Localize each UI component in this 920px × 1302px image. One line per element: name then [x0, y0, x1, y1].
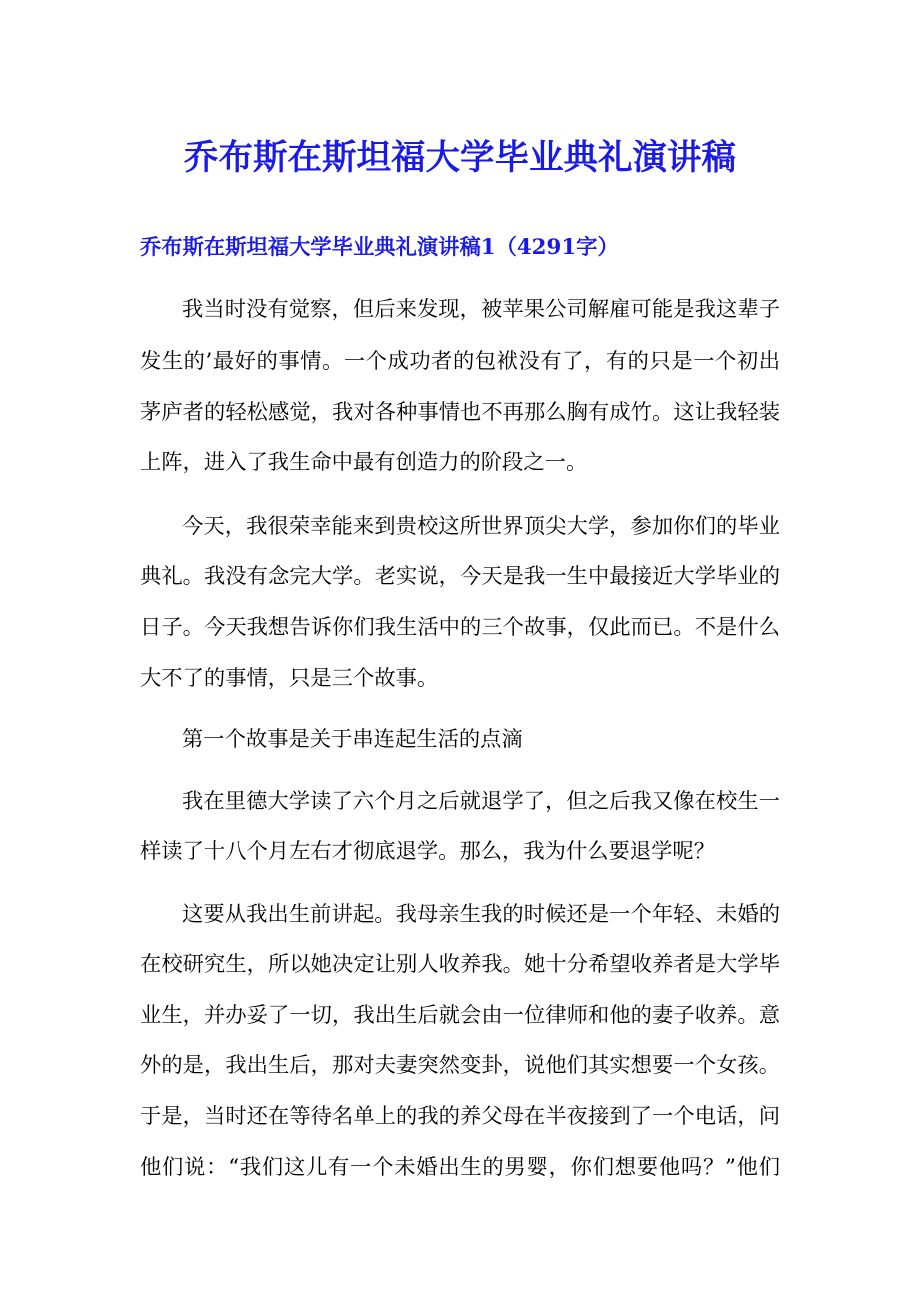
paragraph-line: 外的是，我出生后，那对夫妻突然变卦，说他们其实想要一个女孩。 — [140, 1053, 780, 1078]
paragraph-line: 发生的’最好的事情。一个成功者的包袱没有了，有的只是一个初出 — [140, 349, 780, 374]
section-subtitle: 乔布斯在斯坦福大学毕业典礼演讲稿1（4291字） — [140, 235, 619, 260]
paragraph-line: 茅庐者的轻松感觉，我对各种事情也不再那么胸有成竹。这让我轻装 — [140, 400, 780, 425]
paragraph-line: 在校研究生，所以她决定让别人收养我。她十分希望收养者是大学毕 — [140, 952, 780, 977]
paragraph-line: 这要从我出生前讲起。我母亲生我的时候还是一个年轻、未婚的 — [182, 902, 780, 927]
paragraph-line: 我在里德大学读了六个月之后就退学了，但之后我又像在校生一 — [182, 789, 780, 814]
paragraph-line: 大不了的事情，只是三个故事。 — [140, 666, 439, 691]
paragraph-line: 于是，当时还在等待名单上的我的养父母在半夜接到了一个电话，问 — [140, 1104, 780, 1129]
paragraph-line: 典礼。我没有念完大学。老实说，今天是我一生中最接近大学毕业的 — [140, 564, 780, 589]
paragraph-line: 第一个故事是关于串连起生活的点滴 — [182, 727, 523, 752]
paragraph-line: 上阵，进入了我生命中最有创造力的阶段之一。 — [140, 450, 588, 475]
paragraph-line: 我当时没有觉察，但后来发现，被苹果公司解雇可能是我这辈子 — [182, 297, 780, 322]
paragraph-line: 他们说：“我们这儿有一个未婚出生的男婴，你们想要他吗？”他们 — [140, 1155, 780, 1180]
paragraph-line: 日子。今天我想告诉你们我生活中的三个故事，仅此而已。不是什么 — [140, 615, 780, 640]
paragraph-line: 业生，并办妥了一切，我出生后就会由一位律师和他的妻子收养。意 — [140, 1003, 780, 1028]
paragraph-line: 样读了十八个月左右才彻底退学。那么，我为什么要退学呢？ — [140, 839, 716, 864]
paragraph-line: 今天，我很荣幸能来到贵校这所世界顶尖大学，参加你们的毕业 — [182, 514, 780, 539]
document-title: 乔布斯在斯坦福大学毕业典礼演讲稿 — [184, 138, 736, 178]
